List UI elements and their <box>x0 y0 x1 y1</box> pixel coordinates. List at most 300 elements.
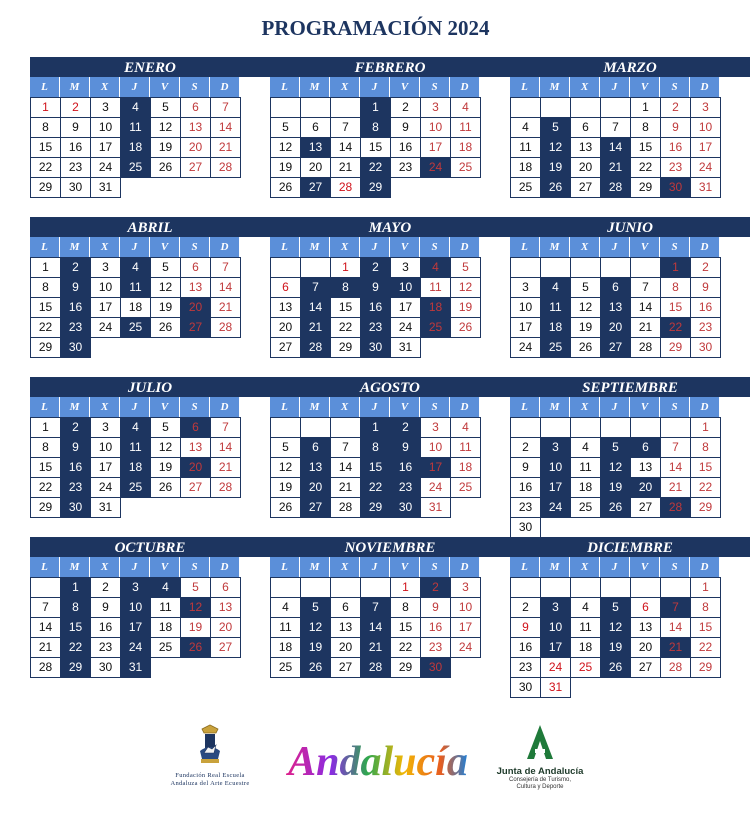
page-title: PROGRAMACIÓN 2024 <box>261 16 490 40</box>
andalucia-logo <box>278 725 478 795</box>
day-cell: 29 <box>30 177 61 198</box>
weekday-label: M <box>540 77 570 97</box>
month-julio <box>30 377 270 517</box>
day-cell: 25 <box>120 317 151 338</box>
day-cell: 9 <box>60 437 91 458</box>
day-cell: 6 <box>180 417 211 438</box>
day-cell: 23 <box>690 317 721 338</box>
day-cell: 27 <box>300 497 331 518</box>
empty-cell <box>510 577 541 598</box>
weekday-label: X <box>570 77 600 97</box>
empty-cell <box>270 417 301 438</box>
day-cell: 28 <box>210 157 241 178</box>
day-cell: 31 <box>390 337 421 358</box>
day-cell: 11 <box>270 617 301 638</box>
weekday-row <box>30 557 270 577</box>
weekday-label: S <box>180 237 210 257</box>
weekday-label: M <box>60 557 90 577</box>
day-cell: 12 <box>450 277 481 298</box>
day-cell: 8 <box>330 277 361 298</box>
day-cell: 25 <box>120 157 151 178</box>
junta-a-icon <box>523 723 557 761</box>
day-cell: 27 <box>300 177 331 198</box>
weekday-label: D <box>690 397 720 417</box>
month-header: SEPTIEMBRE <box>510 377 750 397</box>
day-cell: 7 <box>300 277 331 298</box>
day-cell: 5 <box>540 117 571 138</box>
weekday-label: S <box>660 77 690 97</box>
day-cell: 20 <box>300 157 331 178</box>
day-cell: 17 <box>510 317 541 338</box>
day-cell: 25 <box>450 477 481 498</box>
weekday-label: J <box>600 397 630 417</box>
days-grid <box>270 97 510 197</box>
day-cell: 15 <box>660 297 691 318</box>
empty-cell <box>510 97 541 118</box>
month-diciembre <box>510 537 750 697</box>
day-cell: 16 <box>510 637 541 658</box>
day-cell: 5 <box>600 597 631 618</box>
empty-cell <box>510 417 541 438</box>
empty-cell <box>630 257 661 278</box>
weekday-label: J <box>120 557 150 577</box>
day-cell: 4 <box>570 437 601 458</box>
day-cell: 31 <box>120 657 151 678</box>
weekday-label: M <box>300 237 330 257</box>
day-cell: 31 <box>90 177 121 198</box>
day-cell: 19 <box>150 297 181 318</box>
day-cell: 19 <box>600 637 631 658</box>
day-cell: 16 <box>420 617 451 638</box>
day-cell: 29 <box>60 657 91 678</box>
day-cell: 23 <box>360 317 391 338</box>
month-abril <box>30 217 270 357</box>
weekday-label: L <box>30 77 60 97</box>
day-cell: 24 <box>390 317 421 338</box>
weekday-label: V <box>630 77 660 97</box>
day-cell: 10 <box>420 437 451 458</box>
weekday-label: L <box>510 77 540 97</box>
day-cell: 19 <box>570 317 601 338</box>
day-cell: 8 <box>690 597 721 618</box>
day-cell: 8 <box>360 437 391 458</box>
weekday-label: X <box>90 77 120 97</box>
day-cell: 28 <box>210 317 241 338</box>
day-cell: 30 <box>60 337 91 358</box>
day-cell: 11 <box>450 117 481 138</box>
weekday-label: S <box>660 557 690 577</box>
day-cell: 14 <box>30 617 61 638</box>
month-enero <box>30 57 270 197</box>
weekday-label: D <box>690 237 720 257</box>
day-cell: 20 <box>180 137 211 158</box>
day-cell: 26 <box>270 177 301 198</box>
day-cell: 13 <box>210 597 241 618</box>
day-cell: 18 <box>450 457 481 478</box>
day-cell: 2 <box>510 437 541 458</box>
day-cell: 15 <box>30 297 61 318</box>
weekday-row <box>510 397 750 417</box>
weekday-label: S <box>420 397 450 417</box>
empty-cell <box>300 97 331 118</box>
day-cell: 15 <box>690 617 721 638</box>
day-cell: 21 <box>30 637 61 658</box>
day-cell: 30 <box>510 517 541 538</box>
day-cell: 11 <box>450 437 481 458</box>
day-cell: 7 <box>330 117 361 138</box>
weekday-label: V <box>390 237 420 257</box>
day-cell: 14 <box>660 617 691 638</box>
weekday-label: S <box>660 397 690 417</box>
empty-cell <box>660 417 691 438</box>
day-cell: 4 <box>270 597 301 618</box>
day-cell: 16 <box>60 457 91 478</box>
day-cell: 1 <box>330 257 361 278</box>
day-cell: 24 <box>690 157 721 178</box>
day-cell: 19 <box>150 137 181 158</box>
day-cell: 4 <box>150 577 181 598</box>
day-cell: 19 <box>180 617 211 638</box>
day-cell: 24 <box>420 477 451 498</box>
month-header: MARZO <box>510 57 750 77</box>
day-cell: 28 <box>660 657 691 678</box>
day-cell: 14 <box>210 437 241 458</box>
day-cell: 12 <box>540 137 571 158</box>
days-grid <box>30 97 270 197</box>
day-cell: 29 <box>360 177 391 198</box>
day-cell: 23 <box>60 317 91 338</box>
day-cell: 4 <box>420 257 451 278</box>
empty-cell <box>600 577 631 598</box>
month-header: ABRIL <box>30 217 270 237</box>
day-cell: 11 <box>150 597 181 618</box>
logos-footer <box>0 715 751 825</box>
empty-cell <box>540 577 571 598</box>
days-grid <box>30 417 270 517</box>
empty-cell <box>360 577 391 598</box>
day-cell: 21 <box>660 637 691 658</box>
day-cell: 6 <box>270 277 301 298</box>
day-cell: 23 <box>420 637 451 658</box>
day-cell: 5 <box>150 257 181 278</box>
day-cell: 11 <box>120 277 151 298</box>
day-cell: 18 <box>120 457 151 478</box>
day-cell: 2 <box>390 417 421 438</box>
day-cell: 2 <box>660 97 691 118</box>
month-header: ENERO <box>30 57 270 77</box>
weekday-label: D <box>210 397 240 417</box>
day-cell: 17 <box>90 297 121 318</box>
weekday-label: L <box>270 397 300 417</box>
weekday-label: S <box>420 77 450 97</box>
day-cell: 23 <box>510 497 541 518</box>
day-cell: 27 <box>180 157 211 178</box>
day-cell: 11 <box>120 117 151 138</box>
day-cell: 29 <box>330 337 361 358</box>
weekday-label: L <box>510 397 540 417</box>
day-cell: 8 <box>60 597 91 618</box>
weekday-label: V <box>150 237 180 257</box>
day-cell: 26 <box>150 317 181 338</box>
day-cell: 23 <box>390 157 421 178</box>
day-cell: 10 <box>540 457 571 478</box>
month-header: JUNIO <box>510 217 750 237</box>
weekday-label: M <box>300 397 330 417</box>
day-cell: 29 <box>390 657 421 678</box>
day-cell: 12 <box>600 457 631 478</box>
day-cell: 29 <box>630 177 661 198</box>
day-cell: 5 <box>150 97 181 118</box>
day-cell: 17 <box>450 617 481 638</box>
day-cell: 28 <box>630 337 661 358</box>
month-header: DICIEMBRE <box>510 537 750 557</box>
weekday-label: L <box>270 77 300 97</box>
day-cell: 9 <box>510 617 541 638</box>
weekday-label: M <box>540 397 570 417</box>
day-cell: 22 <box>390 637 421 658</box>
day-cell: 8 <box>390 597 421 618</box>
day-cell: 28 <box>360 657 391 678</box>
day-cell: 15 <box>60 617 91 638</box>
day-cell: 30 <box>60 177 91 198</box>
day-cell: 18 <box>120 297 151 318</box>
day-cell: 31 <box>420 497 451 518</box>
day-cell: 18 <box>510 157 541 178</box>
weekday-label: L <box>30 557 60 577</box>
day-cell: 12 <box>150 277 181 298</box>
day-cell: 4 <box>450 417 481 438</box>
day-cell: 16 <box>360 297 391 318</box>
day-cell: 24 <box>120 637 151 658</box>
day-cell: 30 <box>60 497 91 518</box>
weekday-label: D <box>210 557 240 577</box>
day-cell: 14 <box>330 137 361 158</box>
day-cell: 29 <box>30 497 61 518</box>
weekday-row <box>510 237 750 257</box>
junta-sub-line1: Consejería de Turismo, <box>508 777 572 783</box>
day-cell: 6 <box>210 577 241 598</box>
day-cell: 9 <box>360 277 391 298</box>
empty-cell <box>540 257 571 278</box>
day-cell: 3 <box>510 277 541 298</box>
day-cell: 7 <box>210 257 241 278</box>
day-cell: 30 <box>390 497 421 518</box>
day-cell: 8 <box>30 117 61 138</box>
day-cell: 22 <box>660 317 691 338</box>
day-cell: 8 <box>30 437 61 458</box>
weekday-label: J <box>360 557 390 577</box>
weekday-label: D <box>450 397 480 417</box>
day-cell: 30 <box>660 177 691 198</box>
andalucia-wordmark: Andalucía <box>288 739 468 785</box>
empty-cell <box>330 417 361 438</box>
weekday-label: X <box>330 557 360 577</box>
day-cell: 18 <box>120 137 151 158</box>
empty-cell <box>570 417 601 438</box>
day-cell: 11 <box>420 277 451 298</box>
day-cell: 15 <box>360 457 391 478</box>
weekday-label: D <box>690 557 720 577</box>
day-cell: 29 <box>660 337 691 358</box>
day-cell: 29 <box>690 497 721 518</box>
day-cell: 9 <box>60 117 91 138</box>
day-cell: 21 <box>210 137 241 158</box>
day-cell: 12 <box>150 437 181 458</box>
weekday-label: M <box>60 237 90 257</box>
day-cell: 22 <box>690 477 721 498</box>
day-cell: 2 <box>420 577 451 598</box>
day-cell: 2 <box>690 257 721 278</box>
day-cell: 20 <box>180 297 211 318</box>
weekday-label: S <box>180 557 210 577</box>
day-cell: 24 <box>90 317 121 338</box>
empty-cell <box>630 577 661 598</box>
day-cell: 9 <box>60 277 91 298</box>
day-cell: 15 <box>30 457 61 478</box>
day-cell: 10 <box>120 597 151 618</box>
day-cell: 25 <box>510 177 541 198</box>
weekday-label: L <box>30 237 60 257</box>
empty-cell <box>270 257 301 278</box>
day-cell: 1 <box>30 257 61 278</box>
day-cell: 19 <box>600 477 631 498</box>
day-cell: 28 <box>600 177 631 198</box>
day-cell: 3 <box>90 257 121 278</box>
weekday-row <box>270 77 510 97</box>
day-cell: 27 <box>180 317 211 338</box>
day-cell: 3 <box>90 417 121 438</box>
day-cell: 27 <box>570 177 601 198</box>
month-junio <box>510 217 750 357</box>
days-grid <box>30 257 270 357</box>
month-header: FEBRERO <box>270 57 510 77</box>
weekday-label: L <box>30 397 60 417</box>
day-cell: 30 <box>510 677 541 698</box>
weekday-label: L <box>270 557 300 577</box>
days-grid <box>270 417 510 517</box>
day-cell: 26 <box>570 337 601 358</box>
days-grid <box>270 577 510 677</box>
day-cell: 17 <box>690 137 721 158</box>
weekday-label: L <box>510 557 540 577</box>
day-cell: 8 <box>660 277 691 298</box>
empty-cell <box>570 97 601 118</box>
day-cell: 7 <box>330 437 361 458</box>
weekday-row <box>270 557 510 577</box>
day-cell: 23 <box>90 637 121 658</box>
day-cell: 26 <box>180 637 211 658</box>
day-cell: 16 <box>510 477 541 498</box>
empty-cell <box>30 577 61 598</box>
day-cell: 24 <box>90 157 121 178</box>
weekday-label: J <box>600 557 630 577</box>
day-cell: 4 <box>510 117 541 138</box>
day-cell: 2 <box>510 597 541 618</box>
day-cell: 13 <box>180 437 211 458</box>
weekday-label: D <box>450 237 480 257</box>
day-cell: 10 <box>390 277 421 298</box>
weekday-label: J <box>120 237 150 257</box>
day-cell: 26 <box>540 177 571 198</box>
day-cell: 22 <box>360 477 391 498</box>
day-cell: 5 <box>300 597 331 618</box>
day-cell: 1 <box>690 417 721 438</box>
day-cell: 21 <box>360 637 391 658</box>
day-cell: 18 <box>150 617 181 638</box>
weekday-label: V <box>390 77 420 97</box>
weekday-label: D <box>210 237 240 257</box>
day-cell: 25 <box>270 657 301 678</box>
day-cell: 2 <box>390 97 421 118</box>
month-mayo <box>270 217 510 357</box>
day-cell: 24 <box>90 477 121 498</box>
day-cell: 2 <box>360 257 391 278</box>
weekday-label: V <box>630 397 660 417</box>
weekday-label: X <box>570 557 600 577</box>
day-cell: 17 <box>420 137 451 158</box>
day-cell: 20 <box>330 637 361 658</box>
day-cell: 5 <box>180 577 211 598</box>
day-cell: 17 <box>420 457 451 478</box>
day-cell: 1 <box>360 417 391 438</box>
weekday-label: J <box>360 77 390 97</box>
junta-logo <box>495 723 585 791</box>
day-cell: 12 <box>180 597 211 618</box>
day-cell: 20 <box>180 457 211 478</box>
day-cell: 22 <box>630 157 661 178</box>
weekday-label: M <box>540 557 570 577</box>
days-grid <box>30 577 270 677</box>
day-cell: 6 <box>180 257 211 278</box>
day-cell: 13 <box>630 617 661 638</box>
day-cell: 1 <box>60 577 91 598</box>
day-cell: 28 <box>210 477 241 498</box>
month-header: JULIO <box>30 377 270 397</box>
day-cell: 10 <box>510 297 541 318</box>
day-cell: 4 <box>120 417 151 438</box>
day-cell: 18 <box>540 317 571 338</box>
month-header: MAYO <box>270 217 510 237</box>
day-cell: 13 <box>270 297 301 318</box>
weekday-label: V <box>390 397 420 417</box>
day-cell: 15 <box>30 137 61 158</box>
day-cell: 10 <box>450 597 481 618</box>
weekday-label: X <box>90 557 120 577</box>
weekday-label: J <box>600 77 630 97</box>
day-cell: 1 <box>360 97 391 118</box>
day-cell: 1 <box>690 577 721 598</box>
empty-cell <box>300 257 331 278</box>
day-cell: 21 <box>300 317 331 338</box>
day-cell: 14 <box>330 457 361 478</box>
day-cell: 3 <box>120 577 151 598</box>
weekday-label: M <box>60 397 90 417</box>
weekday-label: J <box>360 397 390 417</box>
day-cell: 7 <box>600 117 631 138</box>
day-cell: 7 <box>210 97 241 118</box>
day-cell: 10 <box>90 277 121 298</box>
day-cell: 1 <box>30 97 61 118</box>
weekday-label: D <box>690 77 720 97</box>
crest-icon <box>192 723 228 767</box>
day-cell: 3 <box>450 577 481 598</box>
day-cell: 27 <box>600 337 631 358</box>
day-cell: 21 <box>210 457 241 478</box>
day-cell: 18 <box>270 637 301 658</box>
day-cell: 30 <box>90 657 121 678</box>
day-cell: 22 <box>330 317 361 338</box>
day-cell: 16 <box>390 137 421 158</box>
